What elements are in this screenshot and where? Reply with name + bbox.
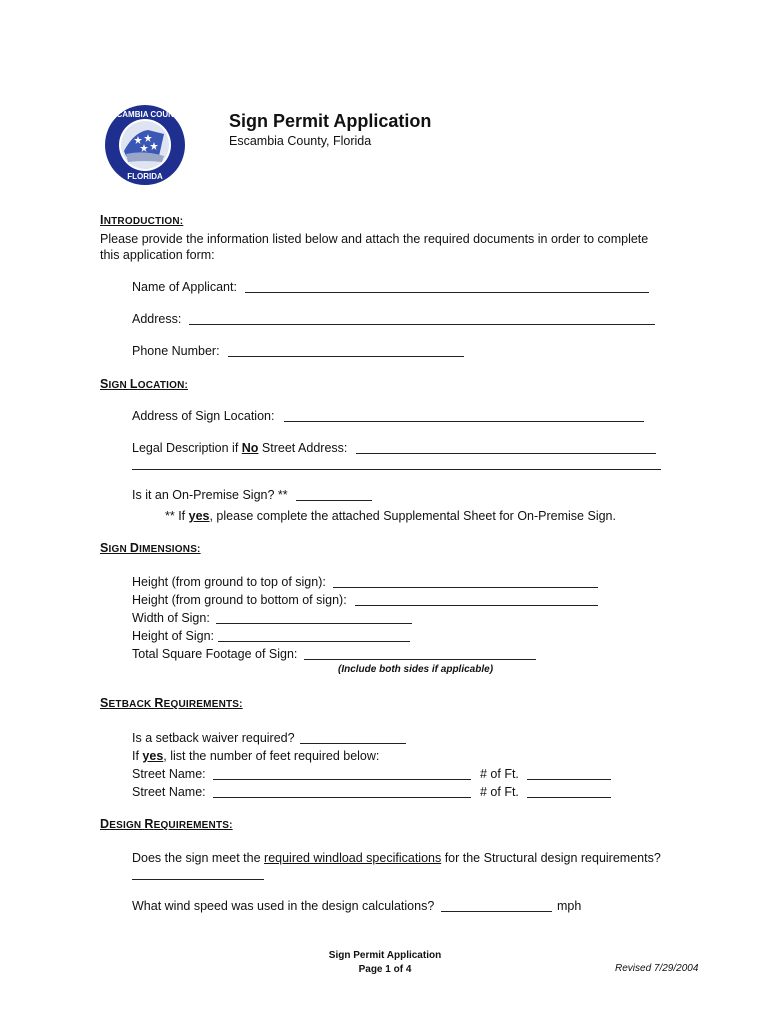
on-premise-note-yes: yes [188,509,210,523]
introduction-text-line1: Please provide the information listed below and attach the required documents in order to complete [100,232,649,246]
sqft-label: Total Square Footage of Sign: [132,647,298,661]
height-top-field[interactable] [333,587,598,588]
height-bottom-label: Height (from ground to bottom of sign): [132,593,347,607]
sign-location-address-field[interactable] [284,421,644,422]
sign-location-heading-rest1: IGN [108,380,130,391]
setback-heading-rest2: EQUIREMENTS: [163,699,243,710]
street-name-1-label: Street Name: [132,767,206,781]
sqft-note: (Include both sides if applicable) [338,664,494,675]
height-top-label: Height (from ground to top of sign): [132,575,326,589]
on-premise-note [165,509,616,523]
introduction-heading [100,213,183,227]
on-premise-note-post: , please complete the attached Supplemental Sheet for On-Premise Sign. [209,509,616,523]
address-field[interactable] [189,324,655,325]
feet-1-field[interactable] [527,779,611,780]
legal-description-field-line2[interactable] [132,469,661,470]
setback-heading-cap1: S [100,696,109,710]
wind-speed-field[interactable] [441,911,552,912]
setback-if-yes [132,749,379,763]
legal-description-post: Street Address: [258,441,348,455]
footer-page-number: Page 1 of 4 [358,964,412,975]
sign-location-heading-cap2: L [129,377,138,391]
footer-title: Sign Permit Application [328,950,442,961]
applicant-name-field[interactable] [245,292,649,293]
feet-2-label: # of Ft. [480,785,519,799]
on-premise-field[interactable] [296,500,372,501]
seal-text-top: ESCAMBIA COUNTY [105,110,185,119]
windload-pre: Does the sign meet the [132,851,265,865]
setback-if-post: , list the number of feet required below: [163,749,380,763]
design-heading [100,817,233,831]
sign-location-heading-rest2: OCATION: [137,380,189,391]
sign-dimensions-heading-rest2: IMENSIONS: [139,544,201,555]
street-name-2-label: Street Name: [132,785,206,799]
design-heading-cap2: R [144,817,154,831]
design-heading-rest2: EQUIREMENTS: [153,820,233,831]
width-label: Width of Sign: [132,611,210,625]
sign-dimensions-heading-cap1: S [100,541,109,555]
introduction-heading-cap: I [100,213,104,227]
on-premise-note-pre: ** If [165,509,189,523]
sign-dimensions-heading [100,541,201,555]
legal-description-label [132,441,347,455]
wind-speed-unit: mph [557,899,582,913]
page-title: Sign Permit Application [229,111,432,131]
introduction-text-line2: this application form: [100,248,215,262]
legal-description-no: No [241,441,259,455]
sign-location-address-label: Address of Sign Location: [132,409,275,423]
windload-question [132,851,661,865]
design-heading-rest1: ESIGN [109,820,145,831]
width-field[interactable] [216,623,412,624]
sqft-field[interactable] [304,659,536,660]
legal-description-pre: Legal Description if [132,441,242,455]
on-premise-label: Is it an On-Premise Sign? ** [132,488,288,502]
address-label: Address: [132,312,182,326]
windload-answer-field[interactable] [132,879,264,880]
street-name-1-field[interactable] [213,779,471,780]
height-bottom-field[interactable] [355,605,598,606]
setback-if-yes-word: yes [142,749,164,763]
phone-label: Phone Number: [132,344,220,358]
county-seal-logo [104,104,186,186]
feet-1-label: # of Ft. [480,767,519,781]
windload-spec-link[interactable]: required windload specifications [264,851,442,865]
feet-2-field[interactable] [527,797,611,798]
page-subtitle: Escambia County, Florida [229,134,372,148]
setback-heading-cap2: R [154,696,164,710]
legal-description-field[interactable] [356,453,656,454]
footer-revised-date: Revised 7/29/2004 [615,963,699,974]
applicant-name-label: Name of Applicant: [132,280,237,294]
sign-location-heading [100,377,188,391]
sign-height-field[interactable] [218,641,410,642]
sign-location-heading-cap1: S [100,377,109,391]
sign-dimensions-heading-cap2: D [129,541,140,555]
sign-dimensions-heading-rest1: IGN [108,544,130,555]
design-heading-cap1: D [100,817,110,831]
phone-field[interactable] [228,356,464,357]
setback-waiver-field[interactable] [300,743,406,744]
setback-heading [100,696,243,710]
seal-text-bottom: FLORIDA [127,172,163,181]
street-name-2-field[interactable] [213,797,471,798]
setback-heading-rest1: ETBACK [108,699,155,710]
introduction-heading-rest: NTRODUCTION: [103,216,184,227]
setback-if-pre: If [132,749,143,763]
windload-post: for the Structural design requirements? [441,851,661,865]
setback-waiver-label: Is a setback waiver required? [132,731,295,745]
sign-height-label: Height of Sign: [132,629,214,643]
wind-speed-label: What wind speed was used in the design calculations? [132,899,435,913]
